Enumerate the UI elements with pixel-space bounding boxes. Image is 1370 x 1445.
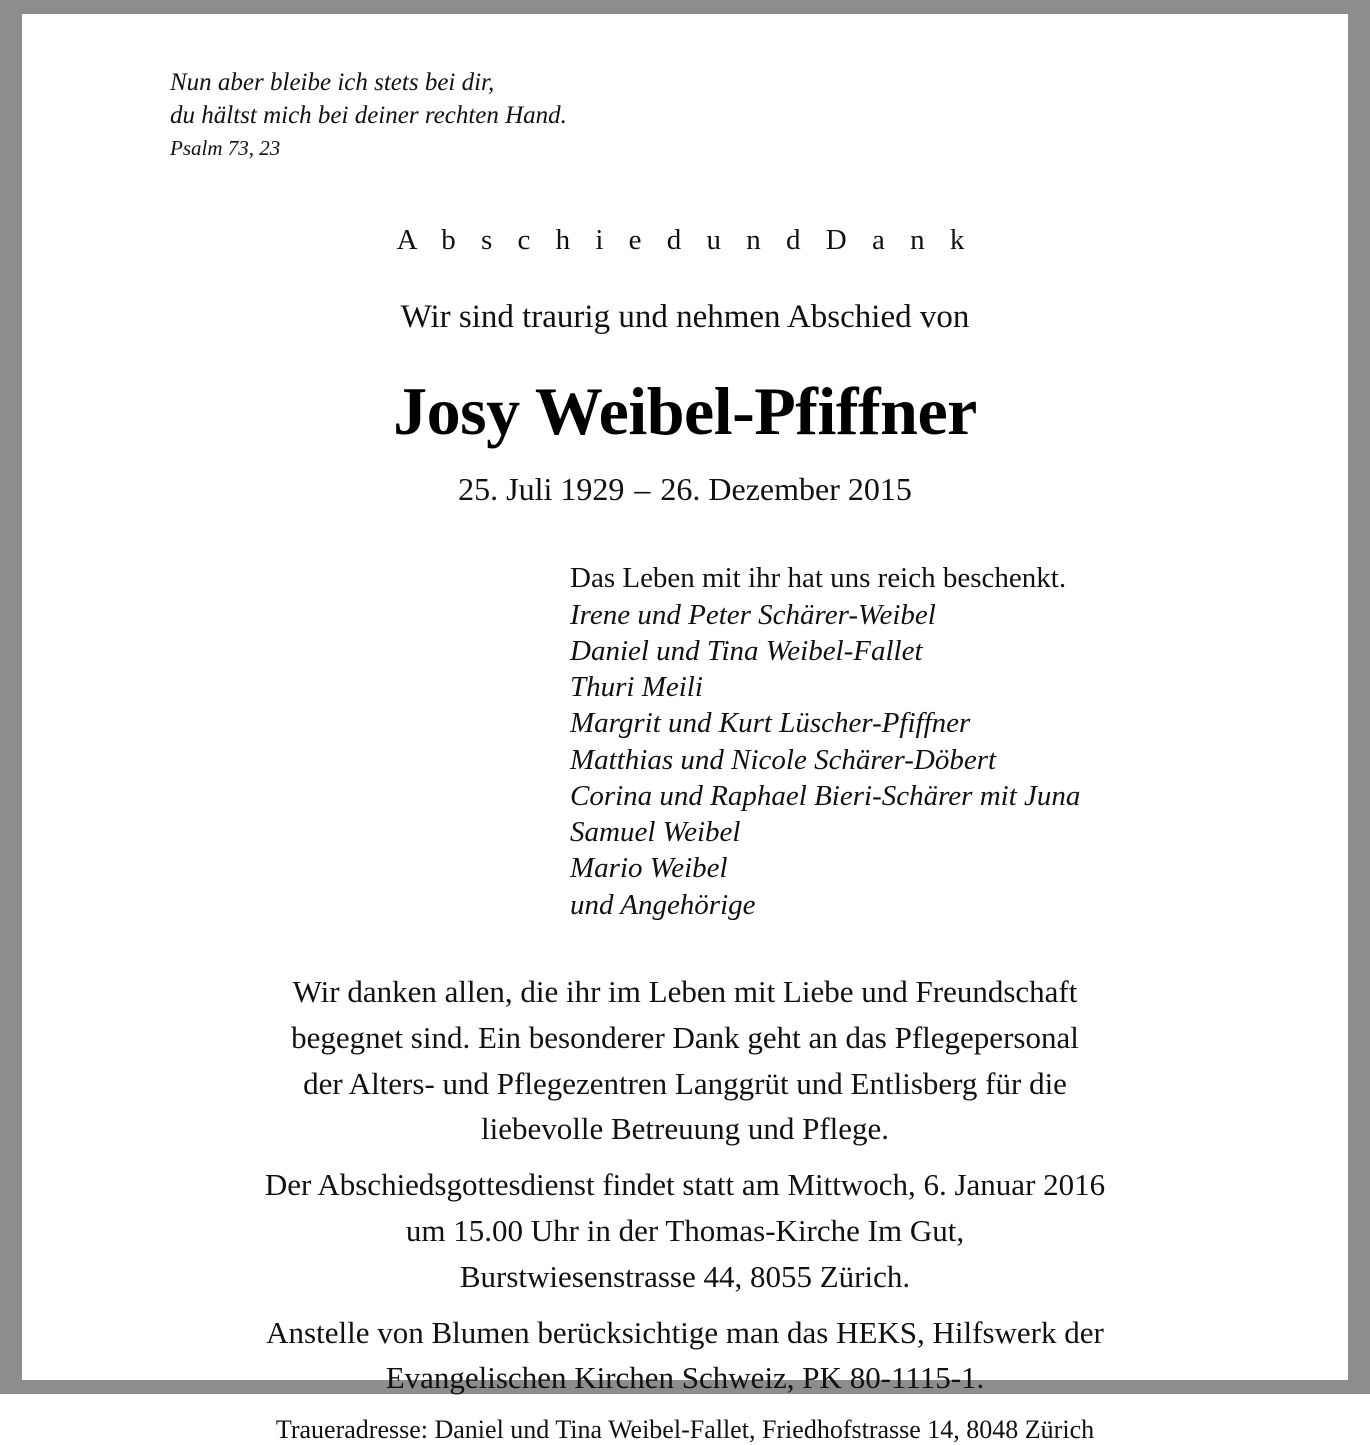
verse-line-2: du hältst mich bei deiner rechten Hand.	[170, 102, 567, 130]
service-line-1: Der Abschiedsgottesdienst findet statt am Mittwoch, 6. Januar 2016	[264, 1167, 1106, 1203]
life-dates	[82, 471, 1288, 508]
list-item: und Angehörige	[570, 888, 756, 921]
list-item: Thuri Meili	[570, 671, 703, 704]
page-title: A b s c h i e d u n d D a n k	[396, 224, 974, 257]
date-separator: –	[634, 471, 651, 508]
list-item: Mario Weibel	[570, 852, 728, 885]
subtitle: Wir sind traurig und nehmen Abschied von	[400, 299, 970, 336]
closing-text	[82, 973, 1288, 1397]
list-item: Daniel und Tina Weibel-Fallet	[570, 634, 923, 667]
family-lead-line: Das Leben mit ihr hat uns reich beschenkt.	[570, 562, 1067, 595]
list-item: Corina und Raphael Bieri-Schärer mit Juna	[570, 779, 1081, 812]
family-list	[570, 560, 1288, 923]
thanks-line-2: begegnet sind. Ein besonderer Dank geht an das Pflegepersonal	[291, 1019, 1079, 1055]
deceased-name: Josy Weibel-Pfiffner	[393, 373, 977, 450]
donation-line-2: Evangelischen Kirchen Schweiz, PK 80-1115-1.	[385, 1360, 985, 1396]
thanks-line-3: der Alters- und Pflegezentren Langgrüt und Entlisberg für die	[303, 1065, 1067, 1101]
birth-date: 25. Juli 1929	[458, 471, 625, 508]
verse-line-1: Nun aber bleibe ich stets bei dir,	[170, 69, 495, 96]
thanks-line-1: Wir danken allen, die ihr im Leben mit Liebe und Freundschaft	[292, 973, 1078, 1009]
service-line-2: um 15.00 Uhr in der Thomas-Kirche Im Gut,	[405, 1212, 965, 1248]
obituary-card	[22, 14, 1348, 1445]
mourning-address: Traueradresse: Daniel und Tina Weibel-Fallet, Friedhofstrasse 14, 8048 Zürich	[275, 1415, 1095, 1445]
list-item: Irene und Peter Schärer-Weibel	[570, 598, 936, 631]
list-item: Matthias und Nicole Schärer-Döbert	[570, 743, 997, 776]
death-date: 26. Dezember 2015	[660, 471, 912, 508]
bible-verse	[170, 66, 1288, 162]
donation-line-1: Anstelle von Blumen berücksichtige man das HEKS, Hilfswerk der	[266, 1314, 1104, 1350]
list-item: Samuel Weibel	[570, 816, 741, 849]
service-line-3: Burstwiesenstrasse 44, 8055 Zürich.	[459, 1258, 911, 1294]
list-item: Margrit und Kurt Lüscher-Pfiffner	[570, 707, 971, 740]
thanks-line-4: liebevolle Betreuung und Pflege.	[480, 1111, 890, 1147]
verse-reference: Psalm 73, 23	[170, 135, 281, 160]
